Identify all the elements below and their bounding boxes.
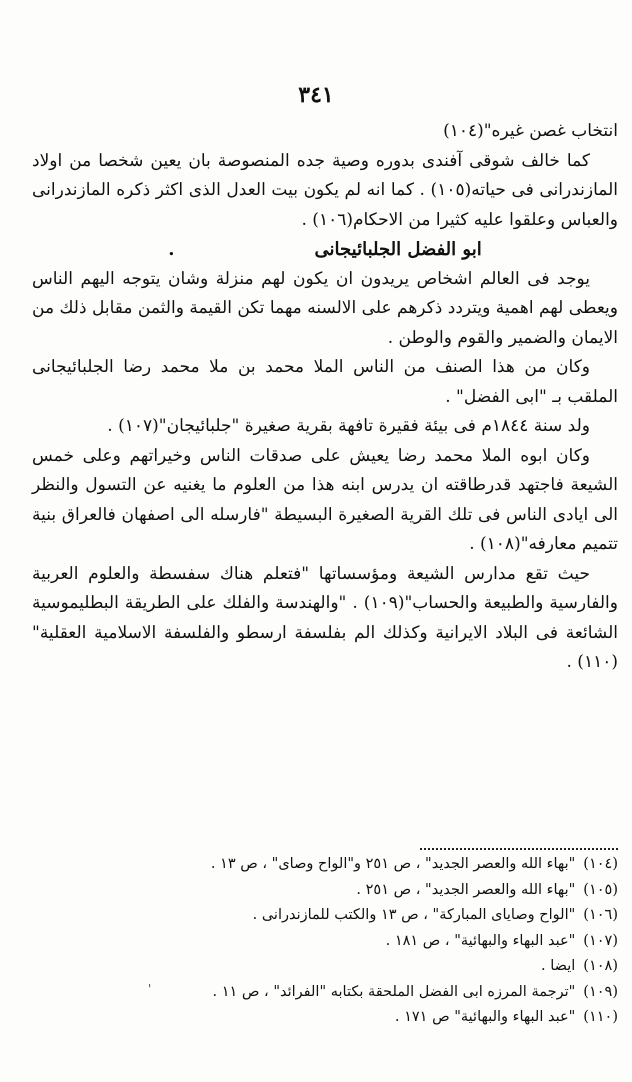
footnote-item (150, 980, 618, 1006)
paragraph-identity: وكان من هذا الصنف من الناس الملا محمد بن ملا محمد رضا الجلبائيجانى الملقب بـ "ابى الفضل" . (32, 357, 618, 407)
heading-dot-mark: . (168, 239, 175, 260)
footnote-number: (١٠٥) (583, 881, 618, 898)
section-heading (32, 235, 618, 265)
footnote-number: (١٠٨) (583, 958, 618, 974)
paragraph-continuation: انتخاب غصن غيره"(١٠٤) (443, 121, 618, 141)
footnote-text: "بهاء الله والعصر الجديد" ، ص ٢٥١ . (356, 881, 576, 898)
footnote-text: "الواح وصاياى المباركة" ، ص ١٣ والكتب للمازندرانى . (252, 907, 576, 923)
footnote-item (150, 878, 618, 904)
footnote-text: "عبد البهاء والبهائية" ، ص ١٨١ . (385, 932, 576, 949)
footnotes (150, 852, 618, 1031)
footnote-item (150, 929, 618, 955)
section-heading-text: ابو الفضل الجلبائيجانى (314, 239, 482, 260)
footnote-text: "بهاء الله والعصر الجديد" ، ص ٢٥١ و"الواح وصاى" ، ص ١٣ . (210, 856, 576, 872)
footnote-text: "ترجمة المرزه ابى الفضل الملحقة بكتابه "الفرائد" ، ص ١١ . (212, 983, 576, 1000)
paragraph-father: وكان ابوه الملا محمد رضا يعيش على صدقات الناس وخيراتهم وعلى خمس الشيعة فاجتهد قدرطاقته ان يدرس ابنه هذا من العلوم ما يغنيه عن التسول والنظر الى ايادى الناس فى تلك القرية الصغيرة البسيطة "فارسله الى اصفهان فالعراق بنية تتميم معارفه"(١٠٨) . (32, 445, 618, 554)
print-speck-mark: ' (148, 982, 152, 996)
paragraph-intro: يوجد فى العالم اشخاص يريدون ان يكون لهم منزلة وشان يتوجه اليهم الناس ويعطى لهم اهمية ويتردد ذكرهم على الالسنه مهما تكن القيمة والثمن مقابل ذلك من الايمان والضمير والقوم والوطن . (32, 268, 618, 348)
footnote-number: (١٠٧) (583, 932, 618, 949)
footnote-number: (١١٠) (583, 1009, 618, 1025)
footnote-divider (420, 848, 618, 850)
footnote-text: "عبد البهاء والبهائية" ص ١٧١ . (394, 1009, 576, 1025)
paragraph-shoghi-effendi: كما خالف شوقى آفندى بدوره وصية جده المنصوصة بان يعين شخصا من اولاد المازندرانى فى حياته(١٠٥) . كما انه لم يكون بيت العدل الذى اكثر ذكره المازندرانى والعباس وعلقوا عليه كثيرا من الاحكام(١٠٦) . (32, 150, 619, 230)
page-number: ٣٤١ (298, 82, 334, 108)
footnote-item (150, 852, 618, 878)
footnote-item (150, 1005, 618, 1031)
main-text (32, 117, 618, 678)
footnote-item (150, 954, 618, 980)
paragraph-studies: حيث تقع مدارس الشيعة ومؤسساتها "فتعلم هناك سفسطة والعلوم العربية والفارسية والطبيعة والحساب"(١٠٩) . "والهندسة والفلك على الطريقة البطليموسية الشائعة فى البلاد الايرانية وكذلك الم بفلسفة ارسطو والفلسفة الاسلامية العقلية"(١١٠) . (32, 563, 618, 672)
footnote-number: (١٠٦) (583, 907, 618, 923)
footnote-number: (١٠٩) (583, 983, 618, 1000)
paragraph-birth: ولد سنة ١٨٤٤م فى بيئة فقيرة تافهة بقرية صغيرة "جلبائيجان"(١٠٧) . (107, 416, 590, 436)
footnote-number: (١٠٤) (583, 856, 618, 872)
footnote-text: ايضا . (541, 958, 576, 974)
footnote-item (150, 903, 618, 929)
